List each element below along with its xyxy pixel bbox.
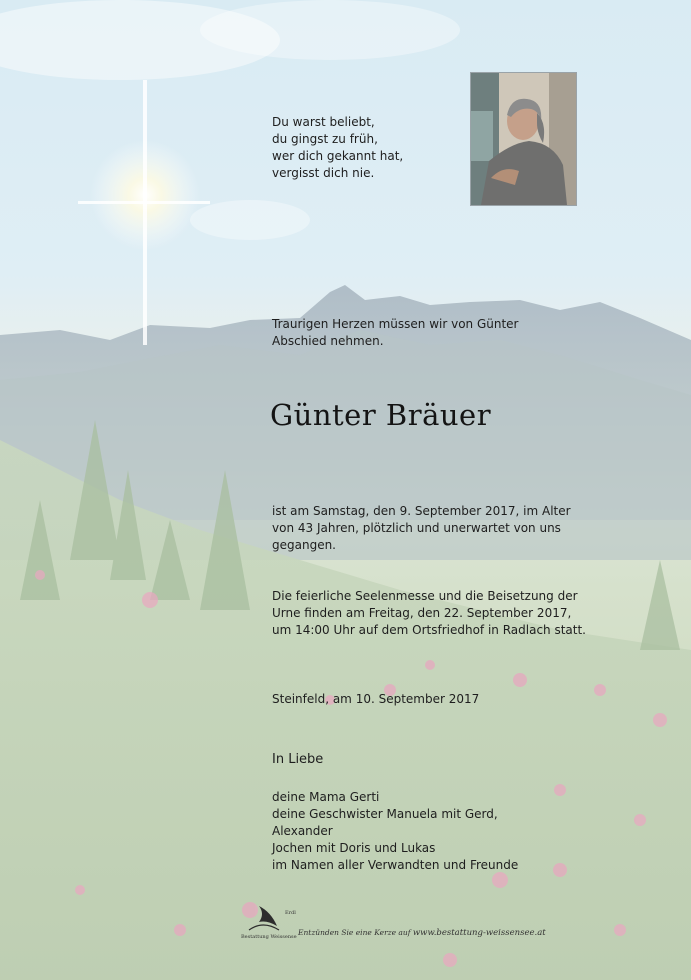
intro-text (272, 316, 518, 350)
verse-line: Du warst beliebt, (272, 115, 375, 129)
intro-line: Abschied nehmen. (272, 334, 384, 348)
funeral-service-info (272, 588, 586, 639)
mourner-line: im Namen aller Verwandten und Freunde (272, 858, 519, 872)
place-and-date: Steinfeld, am 10. September 2017 (272, 692, 480, 706)
intro-line: Traurigen Herzen müssen wir von Günter (272, 317, 519, 331)
mourner-line: deine Mama Gerti (272, 790, 380, 804)
service-line: Die feierliche Seelenmesse und die Beisetzung der (272, 589, 578, 603)
light-cross-icon (78, 80, 210, 345)
funeral-home-logo (237, 900, 297, 940)
mourner-line: deine Geschwister Manuela mit Gerd, (272, 807, 498, 821)
closing-phrase: In Liebe (272, 752, 324, 767)
service-line: um 14:00 Uhr auf dem Ortsfriedhof in Radlach statt. (272, 623, 586, 637)
verse-line: vergisst dich nie. (272, 166, 375, 180)
candle-link-text (298, 928, 546, 938)
mourner-line: Alexander (272, 824, 333, 838)
service-line: Urne finden am Freitag, den 22. September 2017, (272, 606, 572, 620)
logo-small-text: Erdl (285, 910, 296, 916)
portrait-photo (470, 72, 577, 206)
verse-line: wer dich gekannt hat, (272, 149, 404, 163)
death-notice-line: ist am Samstag, den 9. September 2017, im Alter (272, 504, 571, 518)
mourners-list (272, 789, 518, 874)
candle-prompt: Entzünden Sie eine Kerze auf (298, 928, 411, 937)
death-notice (272, 503, 571, 554)
website-link[interactable]: www.bestattung-weissensee.at (412, 928, 546, 938)
death-notice-line: gegangen. (272, 538, 336, 552)
logo-text: Bestattung Weissensee (241, 934, 297, 940)
mourner-line: Jochen mit Doris und Lukas (272, 841, 436, 855)
verse-line: du gingst zu früh, (272, 132, 378, 146)
death-notice-line: von 43 Jahren, plötzlich und unerwartet von uns (272, 521, 561, 535)
memorial-verse (272, 114, 403, 182)
deceased-name: Günter Bräuer (270, 398, 492, 432)
